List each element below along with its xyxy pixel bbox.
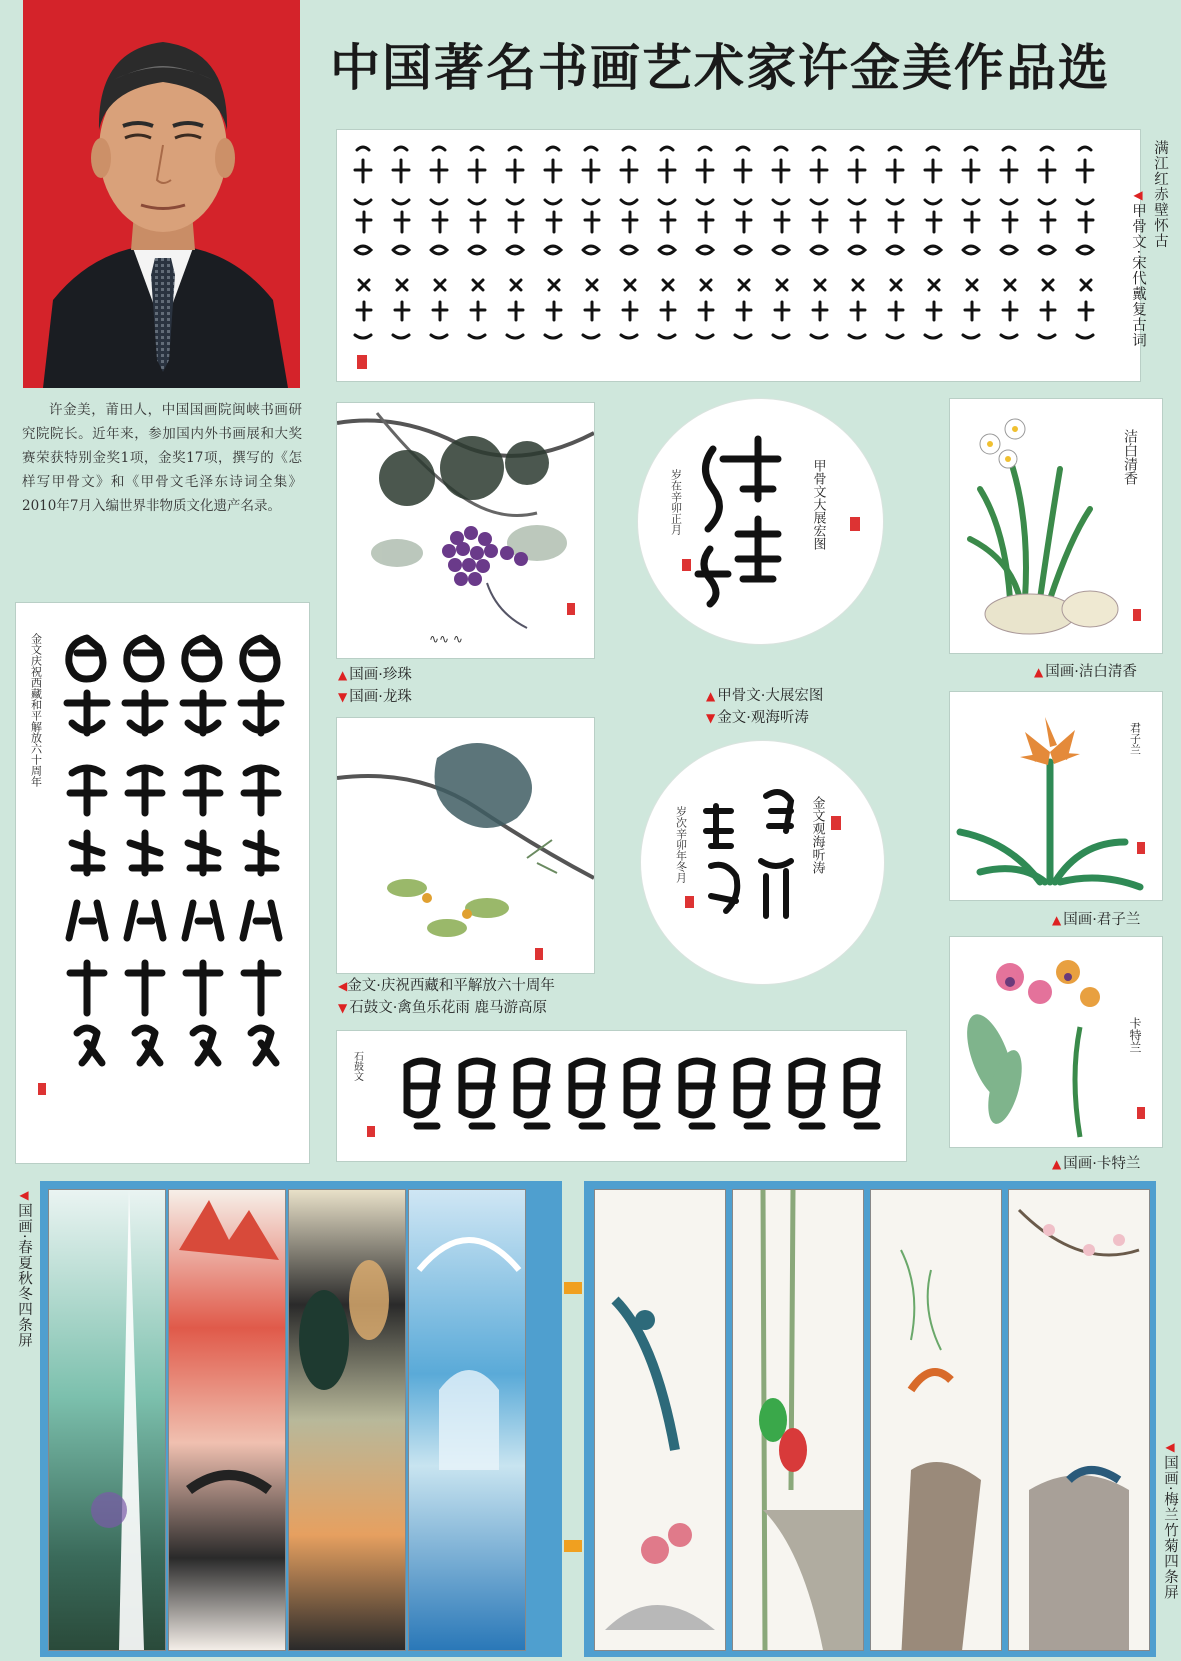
- artist-portrait: [23, 0, 300, 388]
- caption-longzhu: [338, 686, 412, 708]
- svg-text:甲骨文大展宏图: 甲骨文大展宏图: [810, 459, 826, 550]
- caption-shigu-text: 石鼓文·禽鱼乐花雨 鹿马游高原: [349, 1000, 547, 1016]
- caption-junzilan: [1052, 909, 1140, 931]
- left-triangle-icon: ◀: [338, 979, 348, 993]
- calligraphy-shigu: [336, 1030, 907, 1162]
- left-triangle-icon: ◀: [17, 1188, 31, 1203]
- page-title: 中国著名书画艺术家许金美作品选: [330, 39, 1110, 97]
- caption-zhenzhu-text: 国画·珍珠: [349, 667, 412, 683]
- caption-chunxia: [14, 1188, 35, 1348]
- connector-top: [564, 1282, 582, 1294]
- caption-shigu: [338, 997, 547, 1019]
- up-triangle-icon: ▲: [338, 668, 348, 682]
- caption-manjiang-text: 满江红赤壁怀古: [1152, 140, 1168, 249]
- painting-longzhu: [336, 717, 595, 974]
- down-triangle-icon: ▼: [338, 1001, 348, 1015]
- artist-bio: 许金美，莆田人，中国国画院闽峡书画研究院院长。近年来，参加国内外书画展和大奖赛荣获特别金奖1项，金奖17项，撰写的《怎样写甲骨文》和《甲骨文毛泽东诗词全集》2010年7月入编世界非物质文化遗产名录。: [22, 402, 302, 514]
- caption-katelan-text: 国画·卡特兰: [1063, 1156, 1141, 1172]
- scroll-spring: [48, 1189, 166, 1651]
- up-triangle-icon: ▲: [1052, 1157, 1062, 1171]
- scroll-winter: [408, 1189, 526, 1651]
- scroll-bamboo: [870, 1189, 1002, 1651]
- scrolls-meilanzhuju: [584, 1181, 1156, 1657]
- caption-jiagu-song-text: 甲骨文·宋代戴复古词: [1130, 203, 1146, 349]
- caption-chunxia-text: 国画·春夏秋冬四条屏: [16, 1203, 32, 1349]
- caption-katelan: [1052, 1153, 1140, 1175]
- svg-text:卡特兰: 卡特兰: [1128, 1017, 1142, 1053]
- calligraphy-guanhai: [640, 740, 885, 985]
- scroll-plum: [594, 1189, 726, 1651]
- caption-jiebai-text: 国画·洁白清香: [1045, 664, 1137, 680]
- painting-junzilan: [949, 691, 1163, 901]
- scroll-orchid: [732, 1189, 864, 1651]
- caption-xizang-text: 金文·庆祝西藏和平解放六十周年: [347, 978, 555, 994]
- up-triangle-icon: ▲: [1052, 913, 1062, 927]
- svg-text:金文观海听涛: 金文观海听涛: [809, 796, 825, 874]
- scroll-chrysanthemum: [1008, 1189, 1150, 1651]
- caption-guanhai-text: 金文·观海听涛: [717, 710, 809, 726]
- left-triangle-icon: ◀: [1163, 1440, 1177, 1455]
- caption-jiebai: [1034, 661, 1137, 683]
- connector-bottom: [564, 1540, 582, 1552]
- painting-jiebai: [949, 398, 1163, 654]
- down-triangle-icon: ▼: [706, 711, 716, 725]
- caption-junzilan-text: 国画·君子兰: [1063, 912, 1141, 928]
- caption-meilan: [1160, 1440, 1181, 1600]
- caption-dazhan-text: 甲骨文·大展宏图: [717, 688, 824, 704]
- calligraphy-dazhan: [637, 398, 884, 645]
- caption-dazhan: [706, 685, 823, 707]
- painting-katelan: [949, 936, 1163, 1148]
- caption-zhenzhu: [338, 664, 412, 686]
- svg-text:洁白清香: 洁白清香: [1122, 429, 1138, 485]
- svg-text:∿∿ ∿: ∿∿ ∿: [429, 632, 463, 646]
- calligraphy-manjiang: [336, 129, 1141, 382]
- painting-zhenzhu: [336, 402, 595, 659]
- caption-jiagu-song: [1128, 188, 1149, 348]
- svg-text:岁在辛卯正月: 岁在辛卯正月: [669, 469, 683, 535]
- svg-text:石鼓文: 石鼓文: [351, 1051, 363, 1081]
- calligraphy-xizang: [15, 602, 310, 1164]
- caption-guanhai: [706, 707, 809, 729]
- svg-text:君子兰: 君子兰: [1128, 722, 1142, 755]
- caption-longzhu-text: 国画·龙珠: [349, 689, 412, 705]
- caption-marker-icon: ◀: [1131, 188, 1145, 203]
- svg-text:金文庆祝西藏和平解放六十周年: 金文庆祝西藏和平解放六十周年: [29, 633, 43, 787]
- svg-text:岁次辛卯年冬月: 岁次辛卯年冬月: [674, 806, 688, 883]
- caption-manjiang: [1150, 140, 1171, 249]
- caption-xizang: [338, 975, 555, 997]
- up-triangle-icon: ▲: [706, 689, 716, 703]
- scroll-summer: [168, 1189, 286, 1651]
- down-triangle-icon: ▼: [338, 690, 348, 704]
- caption-meilan-text: 国画·梅兰竹菊四条屏: [1162, 1455, 1178, 1601]
- up-triangle-icon: ▲: [1034, 665, 1044, 679]
- scrolls-four-seasons: [40, 1181, 562, 1657]
- scroll-autumn: [288, 1189, 406, 1651]
